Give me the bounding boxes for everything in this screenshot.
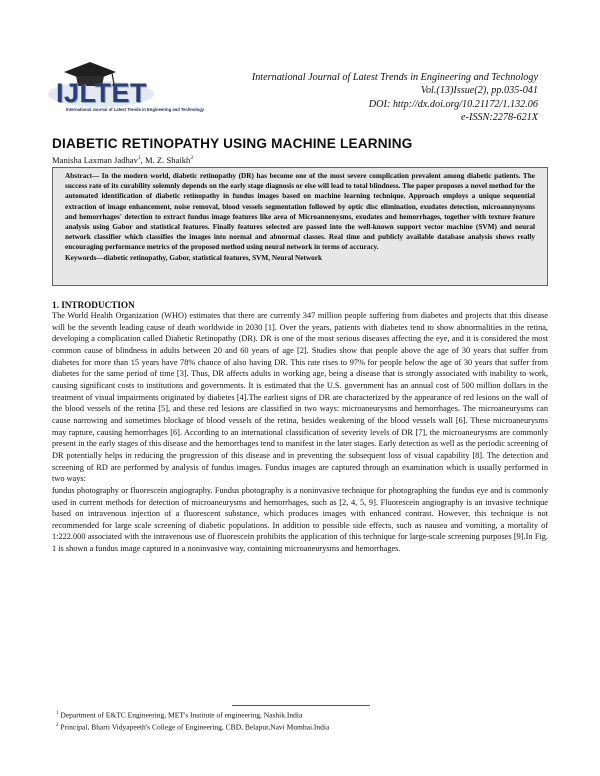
- authors-line: [52, 155, 193, 165]
- paper-title: DIABETIC RETINOPATHY USING MACHINE LEARNING: [52, 136, 413, 151]
- journal-name: International Journal of Latest Trends in Engineering and Technology: [251, 72, 538, 83]
- author-2-affiliation: 2: [190, 155, 194, 162]
- footnote-2-text: Principal, Bharti Vidyapeeth's College of Engineering, CBD, Belapur,Navi Mumbai.India: [58, 722, 330, 732]
- footnote-1: [56, 709, 329, 721]
- journal-doi[interactable]: DOI: http://dx.doi.org/10.21172/1.132.06: [368, 98, 538, 110]
- journal-volume: Vol.(13)Issue(2), pp.035-041: [420, 85, 538, 97]
- section-heading-introduction: 1. INTRODUCTION: [52, 300, 135, 310]
- introduction-body: [52, 310, 548, 555]
- abstract-text: Abstract— In the modern world, diabetic retinopathy (DR) has become one of the most severe complication prevalent among diabetic patients. The success rate of its curability solemnly depends on the early stage diagnosis or else will lead to total blindness. The paper proposes a novel method for the automated identification of diabetic retinopathy in fundus images based on machine learning technique. Approach employs a unique sequential extraction of image enhancement, noise removal, blood vessels segmentation followed by optic disc elimination, exudates detection, microannynysms and hemorrhages' detection to extract fundus image features like area of Microannenysms, exudates and hemorrhages, together with texture feature analysis using Gabor and statistical features. Finally features selected are passed into the well-known support vector machine (SVM) and neural network classifier which classifies the images into normal and abnormal classes. Real time and publicly available database analysis shows really encouraging performance metrics of the proposed method using neural network in terms of accuracy.: [65, 172, 535, 252]
- abstract-box: [52, 167, 548, 286]
- journal-issn: e-ISSN:2278-621X: [461, 111, 538, 123]
- keywords: Keywords—diabetic retinopathy, Gabor, statistical features, SVM, Neural Network: [65, 253, 323, 262]
- abstract: [65, 171, 535, 263]
- footnotes: [56, 709, 329, 733]
- paragraph-2: fundus photography or fluorescein angiography. Fundus photography is a noninvasive technique for photographing the fundus eye and is commonly used in current methods for detection of microaneurysms and hemorrhages, such as [2, 4, 5, 9]. Fluorescein angiography is an invasive technique based on intravenous injection of a fluorescent substance, which produces images with enhanced contrast. However, this technique is not recommended for large scale screening of diabetic populations. In addition to possible side effects, such as nausea and vomiting, a mortality of 1:222.000 associated with the intravenous use of fluorescein prohibits the application of this technique for large-scale screening purposes [9].In Fig. 1 is shown a fundus image captured in a noninvasive way, containing microaneurysms and hemorrhages.: [52, 485, 548, 554]
- journal-logo: [46, 60, 205, 116]
- author-2: , M. Z. Shaikh: [140, 155, 191, 165]
- footnote-1-mark: 1: [56, 711, 59, 716]
- author-1-affiliation: 1: [137, 155, 141, 162]
- journal-header: [252, 71, 538, 124]
- footnote-2: [56, 721, 329, 733]
- footnote-2-mark: 2: [56, 723, 59, 728]
- author-1: Manisha Laxman Jadhav: [52, 155, 138, 165]
- logo-subtitle: International Journal of Latest Trends in Engineering and Technology: [66, 107, 205, 112]
- logo-title: IJLTET: [56, 78, 148, 108]
- footnote-1-text: Department of E&TC Engineering, MET's Institute of engineering, Nashik.India: [58, 710, 303, 720]
- footnote-divider: [232, 705, 370, 706]
- paragraph-1: The World Health Organization (WHO) estimates that there are currently 347 million people suffering from diabetes and projects that this disease will be the seventh leading cause of death worldwide in 2030 [1]. Over the years, patients with diabetes tend to show abnormalities in the retina, developing a complication called Diabetic Retinopathy (DR). DR is one of the most serious diseases affecting the eye, and it is considered the most common cause of blindness in adults between 20 and 60 years of age [2]. Studies show that people above the age of 30 years that suffer from diabetes for more than 15 years have 78% chance of also having DR. This rate rises to 97% for people below the age of 30 years that suffer from diabetes for the same period of time [3]. Thus, DR affects adults in working age, being a disease that is strongly associated with inability to work, causing significant costs to institutions and governments. It is estimated that the U.S. government has an annual cost of 500 million dollars in the treatment of visual impairments originated by diabetes [4].The earliest signs of DR are characterized by the appearance of red lesions on the wall of the blood vessels of the retina [5], and these red lesions are classified in two ways: microaneurysms and hemorrhages. The microaneurysms can cause narrowing and sometimes blockage of blood vessels of the retina, besides weakening of the blood vessels wall [6]. These microaneurysms may rapture, causing hemorrhages [6]. According to an international classification of severity levels of DR [7], the microaneurysms are commonly present in the early stages of this disease and the hemorrhages tend to manifest in the later stages. Early detection as well as the periodic screening of DR potentially helps in reducing the progression of this disease and in preventing the subsequent loss of visual capability [8]. The detection and screening of RD are performed by analysis of fundus images. Fundus images are captured through an examination which is usually performed in two ways:: [52, 311, 548, 484]
